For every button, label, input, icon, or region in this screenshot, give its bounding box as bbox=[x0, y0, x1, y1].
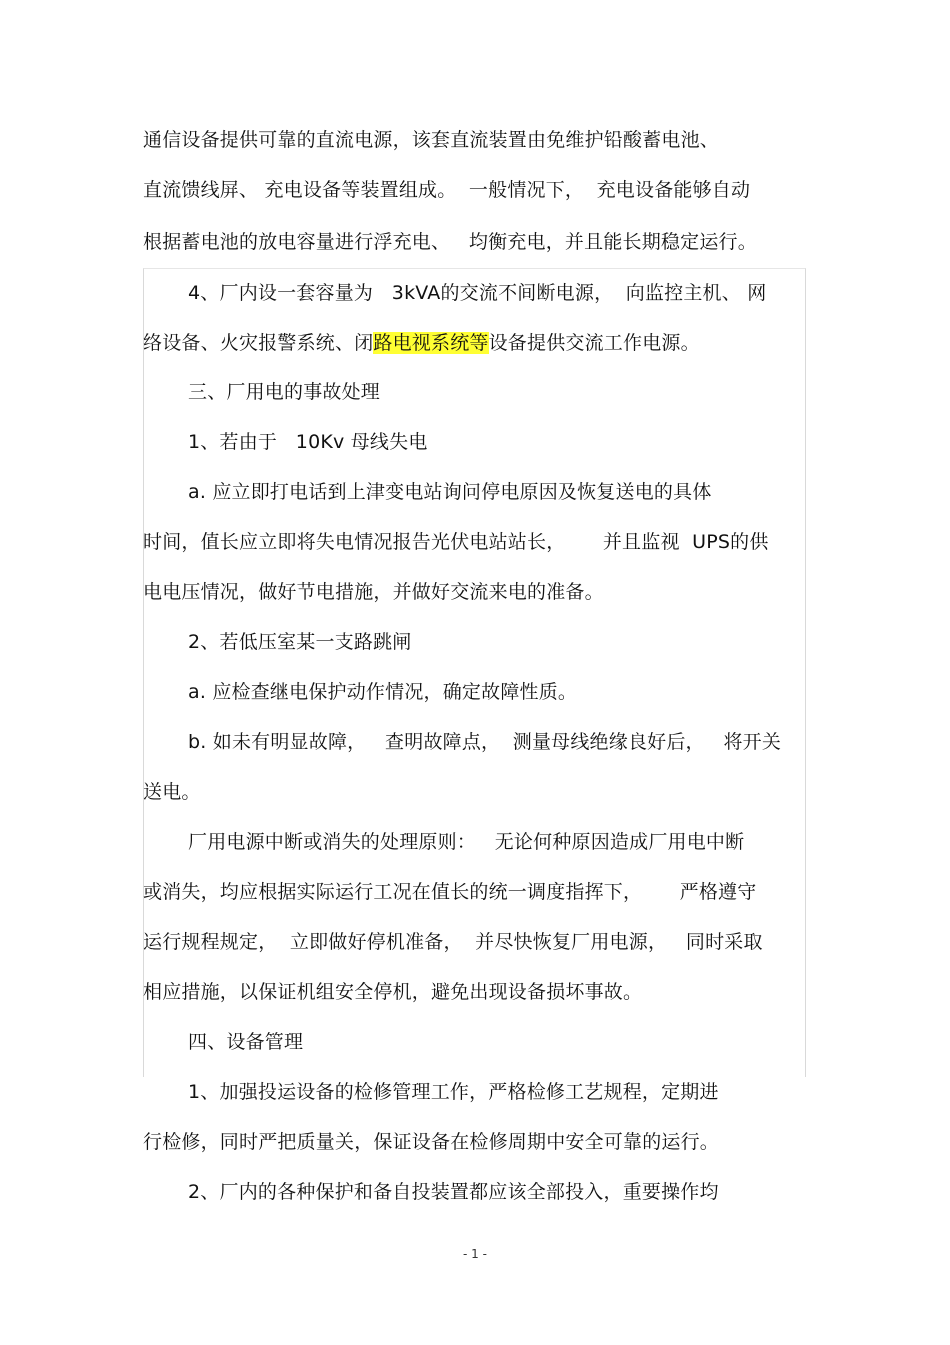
paragraph-line: 直流馈线屏、 充电设备等装置组成。 一般情况下， 充电设备能够自动 bbox=[143, 179, 751, 201]
text-segment: 设备提供交流工作电源。 bbox=[488, 332, 700, 354]
paragraph-line bbox=[143, 331, 700, 355]
paragraph-line: 或消失，均应根据实际运行工况在值长的统一调度指挥下， 严格遵守 bbox=[143, 881, 757, 903]
paragraph-line: 通信设备提供可靠的直流电源，该套直流装置由免维护铅酸蓄电池、 bbox=[143, 129, 720, 151]
text-segment: 络设备、火灾报警系统、闭 bbox=[143, 332, 374, 354]
paragraph-line: a. 应检查继电保护动作情况，确定故障性质。 bbox=[188, 681, 578, 703]
paragraph-line: 时间，值长应立即将失电情况报告光伏电站站长， 并且监视 UPS的供 bbox=[143, 531, 769, 553]
paragraph-line: 厂用电源中断或消失的处理原则： 无论何种原因造成厂用电中断 bbox=[188, 831, 745, 853]
paragraph-line: 相应措施，以保证机组安全停机，避免出现设备损坏事故。 bbox=[143, 981, 643, 1003]
paragraph-line: 4、厂内设一套容量为 3kVA的交流不间断电源， 向监控主机、 网 bbox=[188, 282, 767, 304]
paragraph-line: 1、加强投运设备的检修管理工作，严格检修工艺规程，定期进 bbox=[188, 1081, 719, 1103]
paragraph-line: 送电。 bbox=[143, 781, 201, 803]
highlighted-text: 路电视系统等 bbox=[373, 332, 489, 354]
subsection-heading: 1、若由于 10Kv 母线失电 bbox=[188, 431, 428, 453]
paragraph-line: 行检修，同时严把质量关，保证设备在检修周期中安全可靠的运行。 bbox=[143, 1131, 720, 1153]
paragraph-line: 根据蓄电池的放电容量进行浮充电、 均衡充电，并且能长期稳定运行。 bbox=[143, 231, 757, 253]
subsection-heading: 2、若低压室某一支路跳闸 bbox=[188, 631, 412, 653]
paragraph-line: 电电压情况，做好节电措施，并做好交流来电的准备。 bbox=[143, 581, 604, 603]
page-number: - 1 - bbox=[463, 1247, 487, 1261]
paragraph-line: 运行规程规定， 立即做好停机准备， 并尽快恢复厂用电源， 同时采取 bbox=[143, 931, 763, 953]
section-heading: 三、厂用电的事故处理 bbox=[188, 381, 381, 403]
paragraph-line: b. 如未有明显故障， 查明故障点， 测量母线绝缘良好后， 将开关 bbox=[188, 731, 782, 753]
section-heading: 四、设备管理 bbox=[188, 1031, 304, 1053]
paragraph-line: a. 应立即打电话到上津变电站询问停电原因及恢复送电的具体 bbox=[188, 481, 712, 503]
paragraph-line: 2、厂内的各种保护和备自投装置都应该全部投入，重要操作均 bbox=[188, 1181, 719, 1203]
